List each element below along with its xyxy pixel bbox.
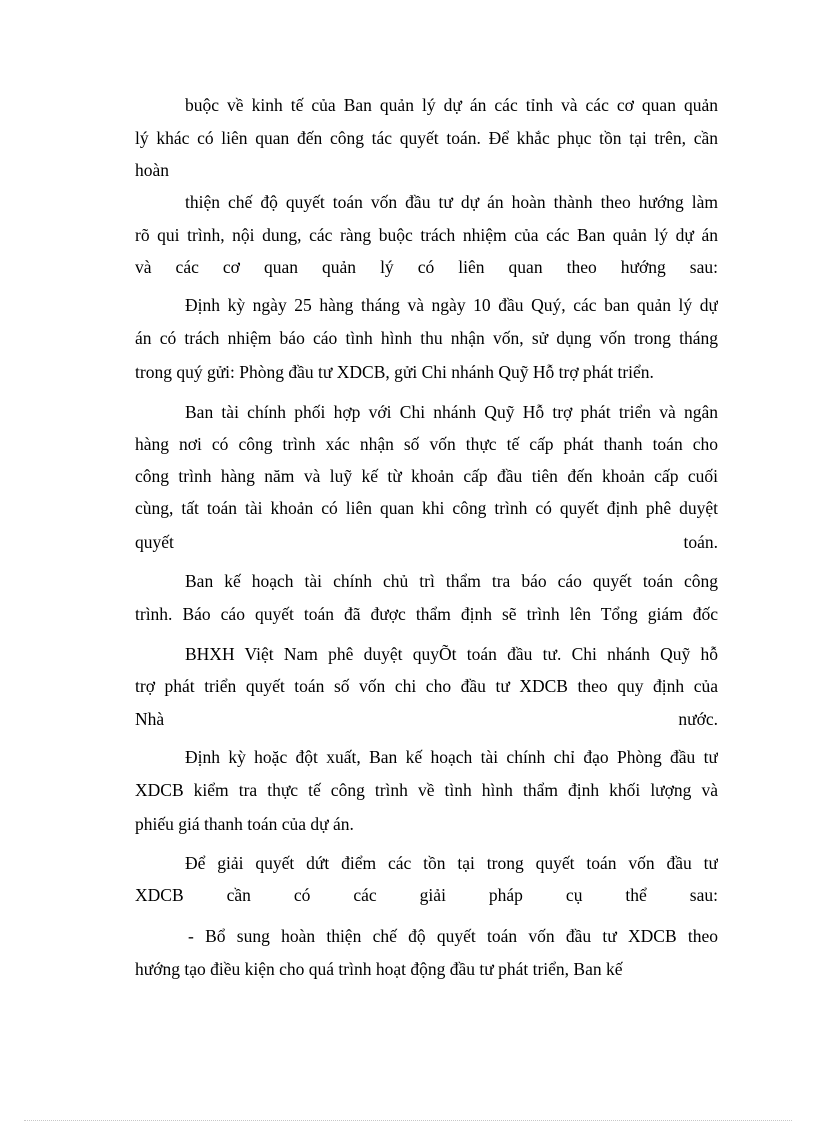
text-line: hàng nơi có công trình xác nhận số vốn thực tế cấp phát thanh toán cho xyxy=(135,434,718,454)
text-line: Ban tài chính phối hợp với Chi nhánh Quỹ Hỗ trợ phát triển và ngân xyxy=(185,402,718,422)
text-line: Định kỳ hoặc đột xuất, Ban kế hoạch tài chính chỉ đạo Phòng đầu tư xyxy=(185,747,718,767)
text-line: hoàn xyxy=(135,160,170,180)
text-line: phiếu giá thanh toán của dự án. xyxy=(135,814,354,834)
text-line: trợ phát triển quyết toán số vốn chi cho đầu tư XDCB theo quy định của xyxy=(135,676,718,696)
text-line: trong quý gửi: Phòng đầu tư XDCB, gửi Chi nhánh Quỹ Hỗ trợ phát triển. xyxy=(135,362,654,382)
text-line: và các cơ quan quản lý có liên quan theo hướng sau: xyxy=(135,257,718,277)
text-line: Nhà nước. xyxy=(135,709,718,729)
text-line: buộc về kinh tế của Ban quản lý dự án các tỉnh và các cơ quan quản xyxy=(185,95,718,115)
text-line: rõ qui trình, nội dung, các ràng buộc trách nhiệm của các Ban quản lý dự án xyxy=(135,225,718,245)
text-line: Để giải quyết dứt điểm các tồn tại trong quyết toán vốn đầu tư xyxy=(185,853,718,873)
text-line: cùng, tất toán tài khoản có liên quan khi công trình có quyết định phê duyệt xyxy=(135,498,718,518)
text-line: công trình hàng năm và luỹ kế từ khoản cấp đầu tiên đến khoản cấp cuối xyxy=(135,466,718,486)
text-line: XDCB cần có các giải pháp cụ thể sau: xyxy=(135,885,718,905)
text-line: trình. Báo cáo quyết toán đã được thẩm định sẽ trình lên Tổng giám đốc xyxy=(135,604,718,624)
text-line: Định kỳ ngày 25 hàng tháng và ngày 10 đầu Quý, các ban quản lý dự xyxy=(185,295,718,315)
text-line: XDCB kiểm tra thực tế công trình về tình hình thẩm định khối lượng và xyxy=(135,780,718,800)
text-line: Ban kế hoạch tài chính chủ trì thẩm tra báo cáo quyết toán công xyxy=(185,571,718,591)
text-line: - Bổ sung hoàn thiện chế độ quyết toán vốn đầu tư XDCB theo xyxy=(188,926,718,946)
text-line: án có trách nhiệm báo cáo tình hình thu nhận vốn, sử dụng vốn trong tháng xyxy=(135,328,718,348)
text-line: thiện chế độ quyết toán vốn đầu tư dự án hoàn thành theo hướng làm xyxy=(185,192,718,212)
text-line: hướng tạo điều kiện cho quá trình hoạt động đầu tư phát triển, Ban kế xyxy=(135,959,623,979)
text-line: quyết toán. xyxy=(135,532,718,552)
page-bottom-rule xyxy=(24,1120,792,1121)
text-line: BHXH Việt Nam phê duyệt quyÕt toán đầu tư. Chi nhánh Quỹ hỗ xyxy=(185,644,718,664)
text-line: lý khác có liên quan đến công tác quyết toán. Để khắc phục tồn tại trên, cần xyxy=(135,128,718,148)
